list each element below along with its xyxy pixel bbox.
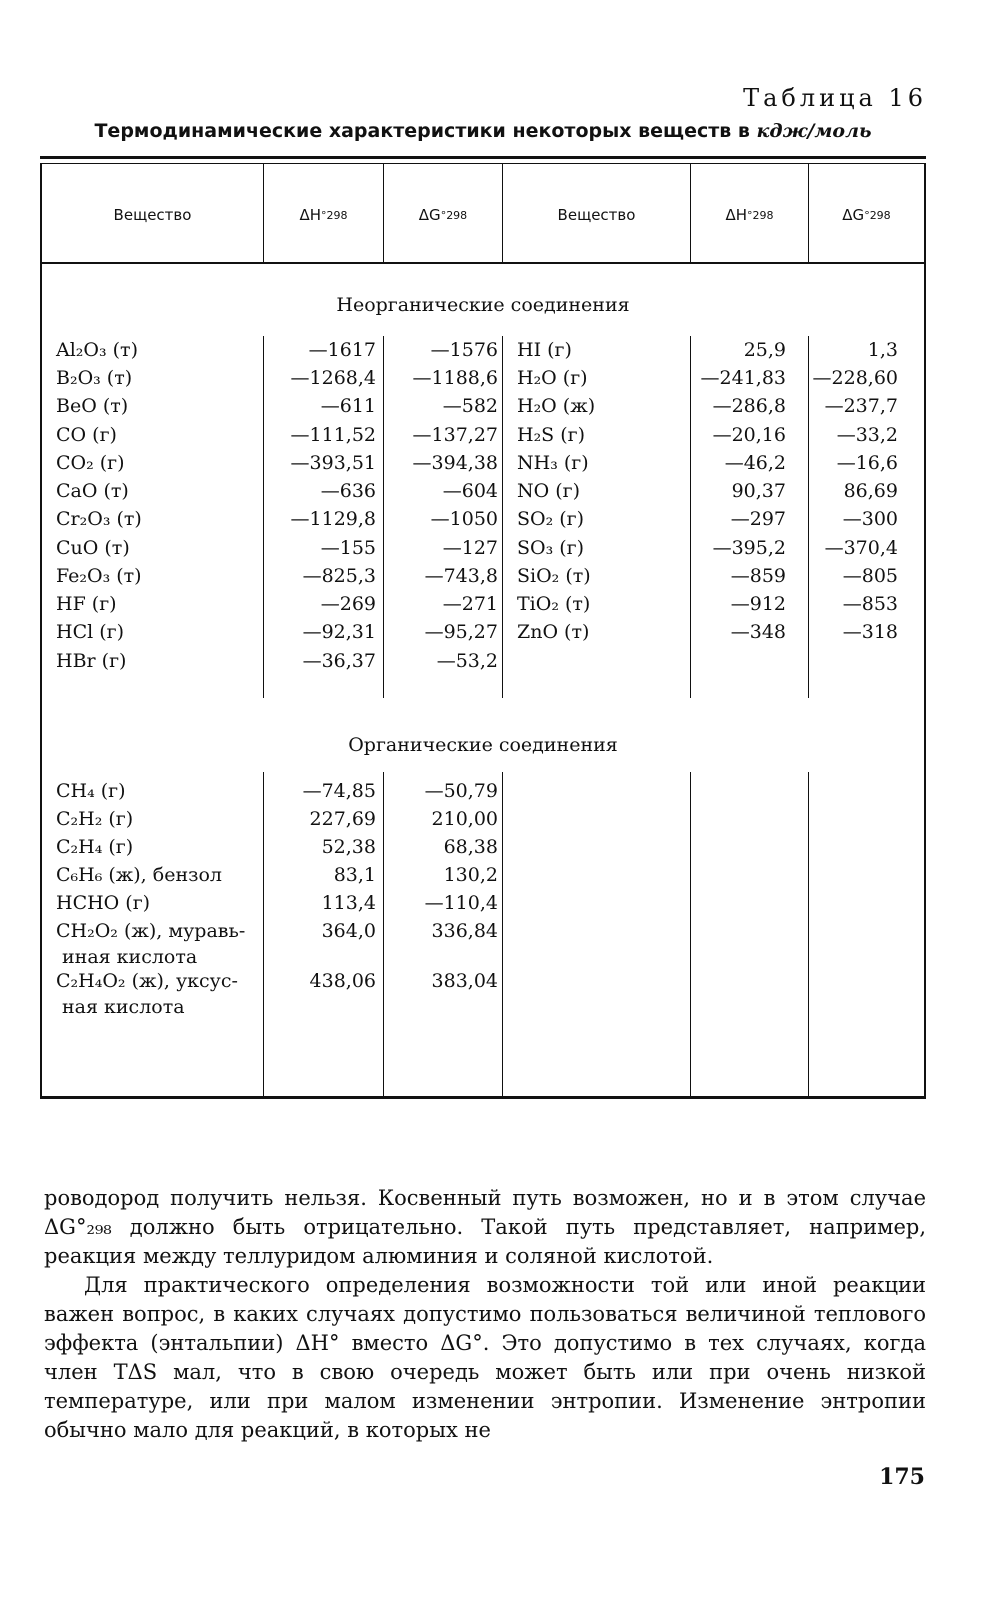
dh-value: —286,8	[712, 395, 786, 417]
dh-value: —269	[320, 593, 376, 615]
dg-value: —271	[442, 593, 498, 615]
dh-value: 438,06	[309, 970, 376, 992]
dg-value: 68,38	[443, 836, 498, 858]
table-title	[40, 120, 926, 142]
dh-value: —395,2	[712, 537, 786, 559]
substance-name: CH₄ (г)	[56, 780, 126, 802]
dh-value: —1268,4	[290, 367, 376, 389]
substance-name: SO₃ (г)	[517, 537, 585, 559]
dh-value: 113,4	[321, 892, 376, 914]
dh-value: —611	[320, 395, 376, 417]
table-label: Таблица 16	[743, 84, 927, 112]
substance-name: NO (г)	[517, 480, 581, 502]
substance-name: TiO₂ (т)	[517, 593, 591, 615]
dg-value: —853	[842, 593, 898, 615]
dg-value: —743,8	[424, 565, 498, 587]
substance-name: CuO (т)	[56, 537, 130, 559]
dh-value: —636	[320, 480, 376, 502]
dg-value: —394,38	[412, 452, 498, 474]
inorg-sep-2	[383, 336, 384, 698]
dg-value: —805	[842, 565, 898, 587]
dg-value: —137,27	[412, 424, 498, 446]
inorg-sep-5	[808, 336, 809, 698]
inorg-sep-1	[263, 336, 264, 698]
dg-value: 336,84	[431, 920, 498, 942]
substance-name: H₂O (г)	[517, 367, 588, 389]
dg-value: —53,2	[436, 650, 498, 672]
dg-value: —300	[842, 508, 898, 530]
header-dg-left: ΔG ° 298	[418, 206, 468, 224]
dh-value: —36,37	[302, 650, 376, 672]
org-sep-5	[808, 772, 809, 1096]
dg-value: —50,79	[424, 780, 498, 802]
substance-name: B₂O₃ (т)	[56, 367, 133, 389]
dh-value: 83,1	[333, 864, 376, 886]
org-sep-3	[502, 772, 503, 1096]
paragraph-2: Для практического определения возможности той или иной реакции важен вопрос, в каких случаях допустимо пользоваться величиной теплового эффекта (энтальпии) ΔH° вместо ΔG°. Это допустимо в тех случаях, когда член TΔS мал, что в свою очередь может быть или при очень низкой температуре, или при малом изменении энтропии. Изменение энтропии обычно мало для реакций, в которых не	[44, 1273, 926, 1442]
substance-name: ZnO (т)	[517, 621, 590, 643]
dh-value: —92,31	[302, 621, 376, 643]
body-text	[44, 1184, 926, 1445]
substance-name-continued: ная кислота	[62, 996, 185, 1018]
substance-name: BeO (т)	[56, 395, 129, 417]
dg-value: 210,00	[431, 808, 498, 830]
table-top-rule	[40, 156, 926, 159]
dg-value: —228,60	[812, 367, 898, 389]
org-sep-1	[263, 772, 264, 1096]
dh-value: —111,52	[290, 424, 376, 446]
dg-value: 130,2	[443, 864, 498, 886]
dh-value: —1617	[308, 339, 376, 361]
dh-value: —74,85	[302, 780, 376, 802]
dh-value: —348	[730, 621, 786, 643]
dh-value: —912	[730, 593, 786, 615]
header-substance-right: Вещество	[557, 206, 636, 224]
substance-name: C₆H₆ (ж), бензол	[56, 864, 222, 886]
dg-value: —95,27	[424, 621, 498, 643]
substance-name: CH₂O₂ (ж), муравь-	[56, 920, 246, 942]
header-substance-left: Вещество	[113, 206, 192, 224]
substance-name: CaO (т)	[56, 480, 129, 502]
dh-value: —1129,8	[290, 508, 376, 530]
table-title-text: Термодинамические характеристики некоторых веществ в	[94, 120, 750, 142]
substance-name: HF (г)	[56, 593, 117, 615]
substance-name: SO₂ (г)	[517, 508, 585, 530]
dg-value: —1576	[430, 339, 498, 361]
substance-name: H₂S (г)	[517, 424, 586, 446]
paragraph-1: роводород получить нельзя. Косвенный путь возможен, но и в этом случае ΔG°₂₉₈ должно быть отрицательно. Такой путь представляет, например, реакция между теллуридом алюминия и соляной кислотой.	[44, 1186, 926, 1268]
substance-name: CO₂ (г)	[56, 452, 125, 474]
substance-name: HCl (г)	[56, 621, 125, 643]
dh-value: 364,0	[321, 920, 376, 942]
dh-value: 25,9	[743, 339, 786, 361]
dh-value: —825,3	[302, 565, 376, 587]
substance-name: Al₂O₃ (т)	[56, 339, 138, 361]
dg-value: —16,6	[836, 452, 898, 474]
dg-value: —33,2	[836, 424, 898, 446]
substance-name: C₂H₄ (г)	[56, 836, 134, 858]
inorg-sep-4	[690, 336, 691, 698]
substance-name: SiO₂ (т)	[517, 565, 591, 587]
section-inorganic: Неорганические соединения	[336, 294, 630, 316]
dh-value: —20,16	[712, 424, 786, 446]
dh-value: 90,37	[731, 480, 786, 502]
dg-value: —1050	[430, 508, 498, 530]
substance-name: C₂H₄O₂ (ж), уксус-	[56, 970, 238, 992]
header-dg-right: ΔG ° 298	[842, 206, 891, 224]
dh-value: —297	[730, 508, 786, 530]
substance-name: Fe₂O₃ (т)	[56, 565, 142, 587]
substance-name: Cr₂O₃ (т)	[56, 508, 142, 530]
dh-value: —241,83	[700, 367, 786, 389]
dg-value: —582	[442, 395, 498, 417]
table-header-rule	[40, 262, 926, 264]
dg-value: —604	[442, 480, 498, 502]
dh-value: —393,51	[290, 452, 376, 474]
org-sep-2	[383, 772, 384, 1096]
header-dh-right: ΔH ° 298	[725, 206, 774, 224]
substance-name: H₂O (ж)	[517, 395, 596, 417]
substance-name: CO (г)	[56, 424, 117, 446]
substance-name: NH₃ (г)	[517, 452, 589, 474]
dh-value: —155	[320, 537, 376, 559]
dh-value: —859	[730, 565, 786, 587]
dg-value: —370,4	[824, 537, 898, 559]
dg-value: —318	[842, 621, 898, 643]
inorg-sep-3	[502, 336, 503, 698]
dh-value: 227,69	[309, 808, 376, 830]
page-number: 175	[879, 1464, 925, 1490]
substance-name-continued: иная кислота	[62, 946, 198, 968]
dh-value: 52,38	[321, 836, 376, 858]
dg-value: 1,3	[867, 339, 898, 361]
dg-value: —237,7	[824, 395, 898, 417]
substance-name: C₂H₂ (г)	[56, 808, 134, 830]
dg-value: —127	[442, 537, 498, 559]
section-organic: Органические соединения	[348, 734, 618, 756]
org-sep-4	[690, 772, 691, 1096]
substance-name: HI (г)	[517, 339, 572, 361]
table-top-rule-thin	[40, 163, 926, 164]
substance-name: HBr (г)	[56, 650, 127, 672]
dh-value: —46,2	[724, 452, 786, 474]
dg-value: —110,4	[424, 892, 498, 914]
table-bottom-rule	[40, 1096, 926, 1099]
dg-value: —1188,6	[412, 367, 498, 389]
dg-value: 86,69	[843, 480, 898, 502]
substance-name: HCHO (г)	[56, 892, 151, 914]
table-title-unit: кдж/моль	[756, 120, 872, 142]
dg-value: 383,04	[431, 970, 498, 992]
header-dh-left: ΔH ° 298	[299, 206, 348, 224]
